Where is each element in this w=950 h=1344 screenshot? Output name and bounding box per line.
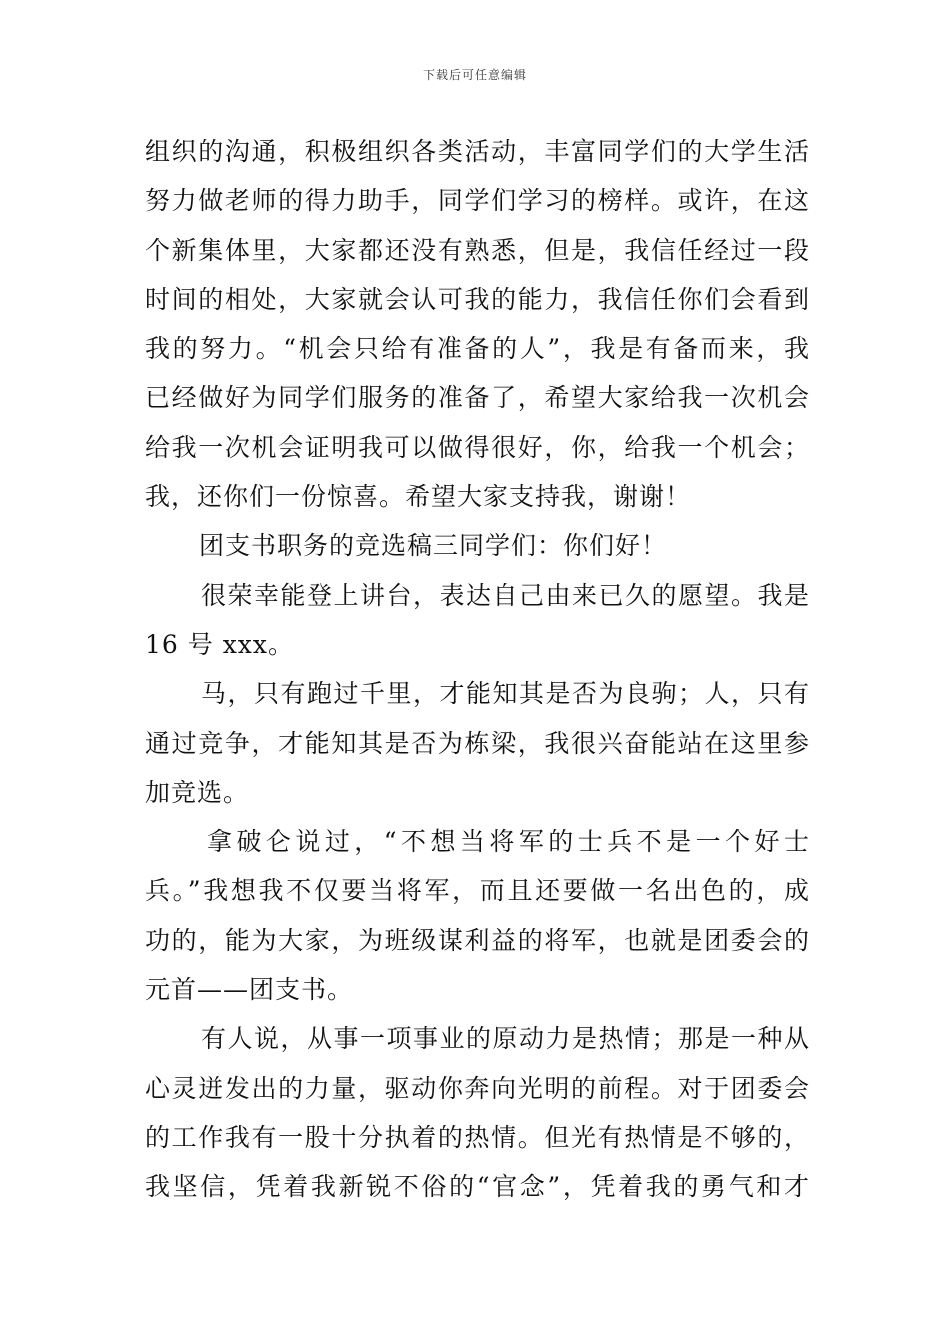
- text-line: 16 号 xxx。: [145, 629, 295, 659]
- text-line: 兵。”我想我不仅要当将军，而且还要做一名出色的，成: [145, 876, 810, 906]
- text-line: 我坚信，凭着我新锐不俗的“官念”，凭着我的勇气和才: [145, 1172, 810, 1202]
- text-line: 我，还你们一份惊喜。希望大家支持我，谢谢！: [145, 482, 692, 512]
- text-line: 努力做老师的得力助手，同学们学习的榜样。或许，在这: [145, 186, 810, 216]
- text-line: 加竞选。: [145, 777, 250, 807]
- document-body: [145, 127, 810, 1212]
- text-line: 元首——团支书。: [145, 975, 354, 1005]
- section-heading-line: 团支书职务的竞选稿三同学们：你们好！: [199, 531, 668, 561]
- text-line: 心灵迸发出的力量，驱动你奔向光明的前程。对于团委会: [145, 1073, 810, 1103]
- text-line: 通过竞争，才能知其是否为栋梁，我很兴奋能站在这里参: [145, 728, 810, 758]
- text-line: 有人说，从事一项事业的原动力是热情；那是一种从: [201, 1024, 810, 1054]
- text-line: 马，只有跑过千里，才能知其是否为良驹；人，只有: [201, 679, 810, 709]
- text-line: 功的，能为大家，为班级谋利益的将军，也就是团委会的: [145, 925, 810, 955]
- text-line: 的工作我有一股十分执着的热情。但光有热情是不够的，: [145, 1122, 810, 1152]
- text-line: 给我一次机会证明我可以做得很好，你，给我一个机会；: [145, 432, 810, 462]
- text-line: 拿破仑说过，“不想当将军的士兵不是一个好士: [207, 827, 810, 857]
- text-line: 时间的相处，大家就会认可我的能力，我信任你们会看到: [145, 284, 810, 314]
- text-line: 组织的沟通，积极组织各类活动，丰富同学们的大学生活: [145, 137, 810, 166]
- text-line: 很荣幸能登上讲台，表达自己由来已久的愿望。我是: [201, 580, 810, 610]
- text-line: 已经做好为同学们服务的准备了，希望大家给我一次机会: [145, 383, 810, 413]
- page-header: 下载后可任意编辑: [422, 68, 527, 82]
- text-line: 我的努力。“机会只给有准备的人”，我是有备而来，我: [145, 334, 810, 364]
- text-line: 个新集体里，大家都还没有熟悉，但是，我信任经过一段: [145, 235, 810, 265]
